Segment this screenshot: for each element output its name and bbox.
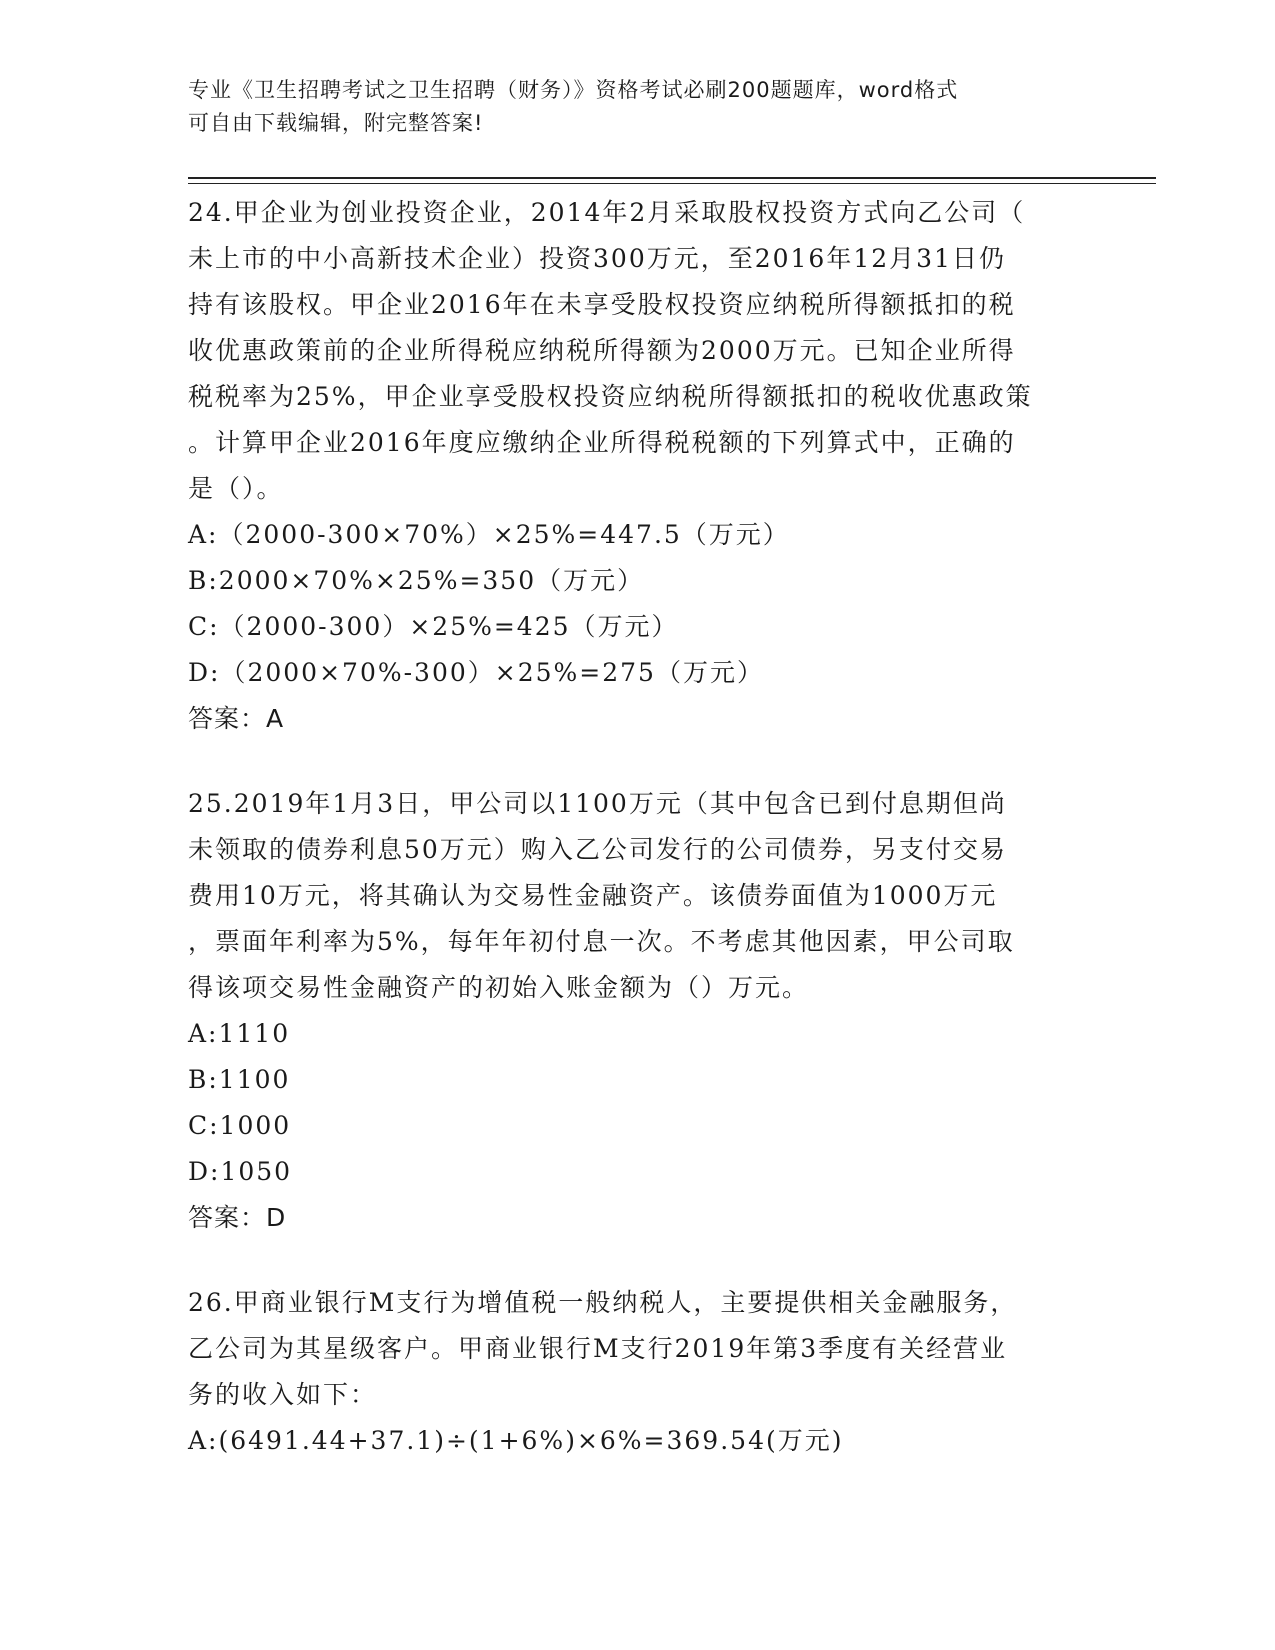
question-list: [188, 190, 1088, 1503]
option-d: D:1050: [188, 1157, 293, 1186]
question-24: [188, 190, 1088, 742]
stem-line: 26.甲商业银行M支行为增值税一般纳税人，主要提供相关金融服务，: [188, 1288, 1018, 1317]
option-c: C:1000: [188, 1111, 292, 1140]
question-stem: [188, 1280, 1088, 1418]
question-stem: [188, 190, 1088, 512]
option-a: A:（2000-300×70%）×25%=447.5（万元）: [188, 520, 790, 549]
option-d: D:（2000×70%-300）×25%=275（万元）: [188, 658, 764, 687]
stem-line: 未上市的中小高新技术企业）投资300万元，至2016年12月31日仍: [188, 244, 1006, 273]
stem-line: 税税率为25%，甲企业享受股权投资应纳税所得额抵扣的税收优惠政策: [188, 382, 1033, 411]
stem-line: 务的收入如下：: [188, 1380, 378, 1409]
header-divider-thick: [188, 177, 1156, 179]
stem-line: 乙公司为其星级客户。甲商业银行M支行2019年第3季度有关经营业: [188, 1334, 1008, 1363]
answer-line: 答案：A: [188, 704, 285, 733]
document-header: [188, 74, 1068, 140]
stem-line: 未领取的债券利息50万元）购入乙公司发行的公司债券，另支付交易: [188, 835, 1007, 864]
header-line: 专业《卫生招聘考试之卫生招聘（财务）》资格考试必刷200题题库，word格式: [188, 78, 959, 102]
stem-line: 收优惠政策前的企业所得税应纳税所得额为2000万元。已知企业所得: [188, 336, 1016, 365]
stem-line: ，票面年利率为5%，每年年初付息一次。不考虑其他因素，甲公司取: [188, 927, 1015, 956]
question-stem: [188, 781, 1088, 1011]
option-c: C:（2000-300）×25%=425（万元）: [188, 612, 679, 641]
stem-line: 。计算甲企业2016年度应缴纳企业所得税税额的下列算式中，正确的: [188, 428, 1016, 457]
header-line: 可自由下载编辑，附完整答案!: [188, 111, 484, 135]
option-b: B:2000×70%×25%=350（万元）: [188, 566, 645, 595]
option-a: A:(6491.44+37.1)÷(1+6%)×6%=369.54(万元): [188, 1426, 844, 1455]
stem-line: 24.甲企业为创业投资企业，2014年2月采取股权投资方式向乙公司（: [188, 198, 1026, 227]
answer-line: 答案：D: [188, 1203, 287, 1232]
stem-line: 持有该股权。甲企业2016年在未享受股权投资应纳税所得额抵扣的税: [188, 290, 1016, 319]
stem-line: 25.2019年1月3日，甲公司以1100万元（其中包含已到付息期但尚: [188, 789, 1007, 818]
stem-line: 是（）。: [188, 474, 284, 503]
stem-line: 得该项交易性金融资产的初始入账金额为（）万元。: [188, 973, 810, 1002]
option-a: A:1110: [188, 1019, 291, 1048]
question-25: [188, 781, 1088, 1241]
stem-line: 费用10万元，将其确认为交易性金融资产。该债券面值为1000万元: [188, 881, 998, 910]
header-divider-thin: [188, 183, 1156, 184]
question-26: [188, 1280, 1088, 1464]
option-b: B:1100: [188, 1065, 291, 1094]
